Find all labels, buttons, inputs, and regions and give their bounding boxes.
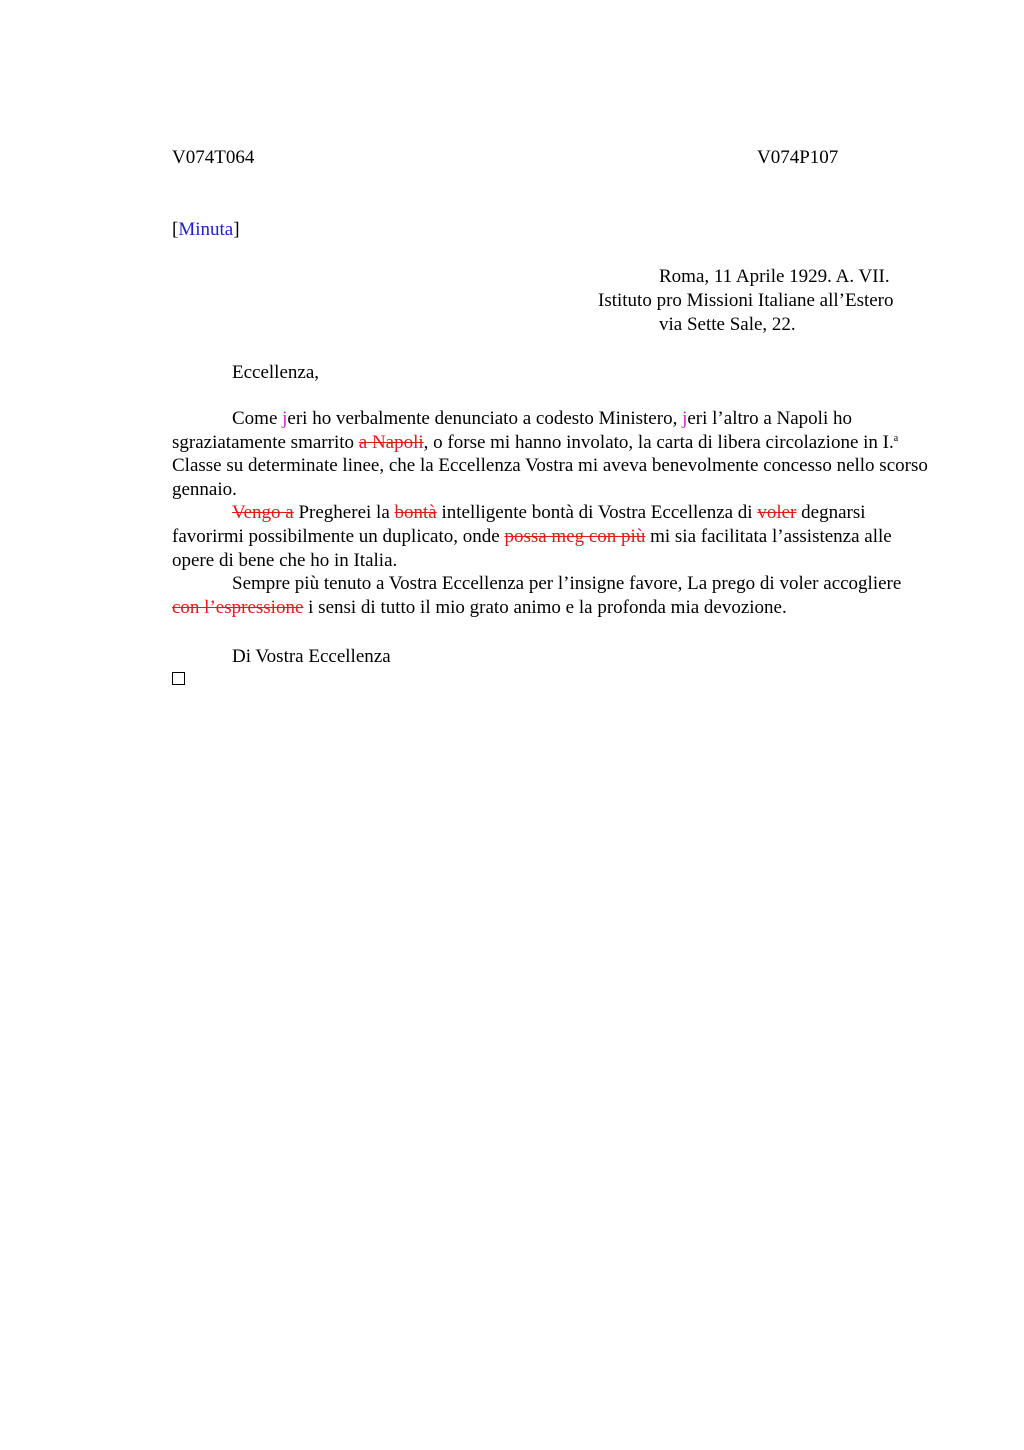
insertion: j: [682, 408, 688, 429]
paragraph-3: [172, 572, 932, 619]
deletion: a Napoli: [358, 431, 424, 453]
paragraph-1: [172, 407, 932, 501]
insertion: j: [282, 408, 288, 429]
text-run: Sempre più tenuto a Vostra Eccellenza per l’insigne favore, La prego di voler accogliere: [232, 573, 902, 595]
text-run: Pregherei la: [293, 502, 395, 524]
text-run: eri ho verbalmente denunciato a codesto Ministero,: [287, 408, 683, 429]
text-run: Come: [232, 408, 283, 429]
deletion: Vengo a: [232, 502, 294, 524]
deletion: bontà: [394, 502, 437, 524]
document-code-right: V074P107: [757, 147, 839, 168]
letter-date: Roma, 11 Aprile 1929. A. VII.: [659, 266, 890, 287]
minuta-close-bracket: ]: [233, 219, 240, 240]
text-run: eri l’altro a Napoli ho sgraziatamente smarrito: [172, 408, 852, 453]
text-run: degnarsi favorirmi possibilmente un duplicato, onde: [172, 502, 866, 547]
superscript: a: [893, 432, 899, 444]
text-run: i sensi di tutto il mio grato animo e la profonda mia devozione.: [303, 596, 787, 618]
deletion: con l’espressione: [172, 596, 304, 618]
deletion: possa meg con più: [504, 525, 646, 547]
minuta-label: [172, 218, 240, 242]
text-run: mi sia facilitata l’assistenza alle opere di bene che ho in Italia.: [172, 525, 892, 571]
text-run: intelligente bontà di Vostra Eccellenza di: [436, 502, 758, 524]
recipient-institute: Istituto pro Missioni Italiane all’Estero: [598, 290, 894, 311]
paragraph-2: [172, 501, 932, 572]
minuta-open-bracket: [: [172, 219, 179, 240]
recipient-street: via Sette Sale, 22.: [659, 314, 796, 335]
text-run: Classe su determinate linee, che la Eccellenza Vostra mi aveva benevolmente concesso nello scorso gennaio.: [172, 455, 928, 500]
deletion: voler: [757, 502, 797, 524]
closing-formula: Di Vostra Eccellenza: [232, 646, 391, 667]
text-run: , o forse mi hanno involato, la carta di libera circolazione in I.: [423, 431, 894, 453]
signature-placeholder-box: [172, 672, 185, 685]
document-code-left: V074T064: [172, 147, 255, 168]
letter-body: [172, 407, 932, 619]
minuta-tag: Minuta: [178, 219, 234, 240]
salutation: Eccellenza,: [232, 362, 320, 383]
